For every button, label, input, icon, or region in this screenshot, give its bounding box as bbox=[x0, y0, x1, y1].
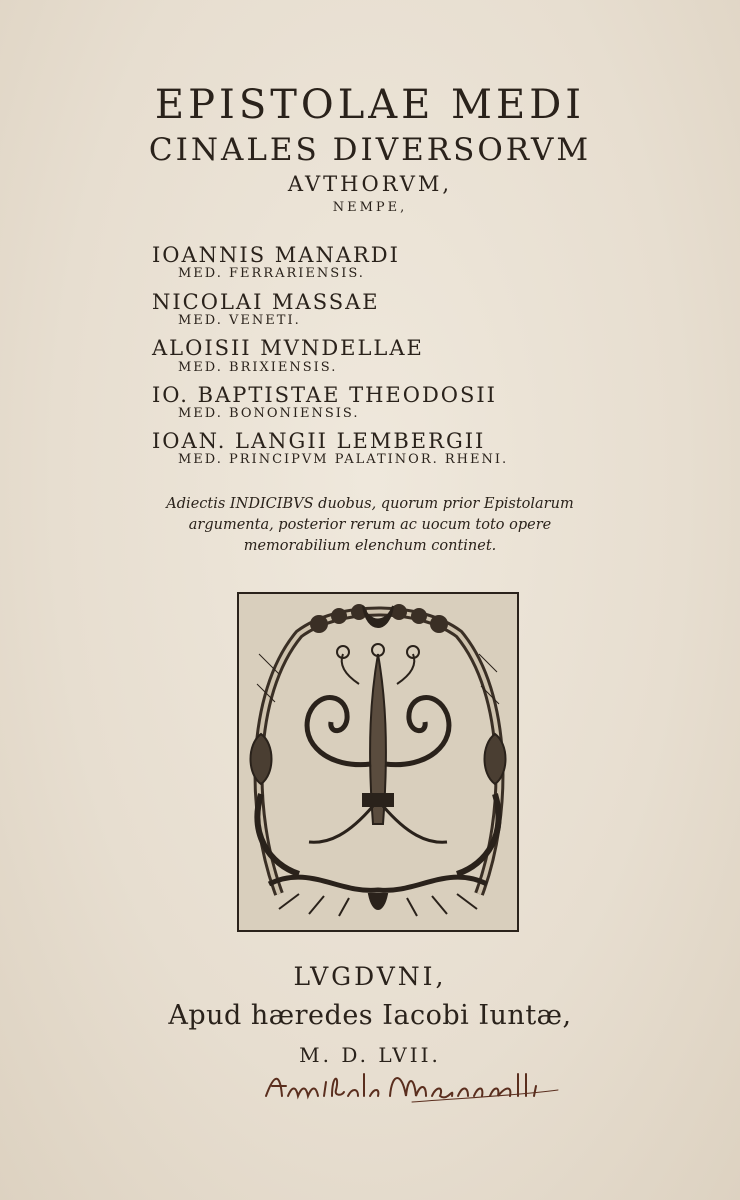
handwritten-inscription bbox=[262, 1066, 562, 1106]
additions-line-1: Adiectis INDICIBVS duobus, quorum prior Epistolarum bbox=[166, 496, 574, 512]
additions-line-2: argumenta, posterior rerum ac uocum toto opere bbox=[188, 517, 552, 533]
author-name: ALOISII MVNDELLAE bbox=[152, 336, 424, 360]
imprint-publisher: Apud hæredes Iacobi Iuntæ, bbox=[168, 1000, 572, 1031]
title-line-1: EPISTOLAE MEDI bbox=[154, 82, 586, 128]
title-line-3: AVTHORVM, bbox=[287, 172, 453, 196]
author-name: IO. BAPTISTAE THEODOSII bbox=[152, 383, 497, 407]
title-line-2: CINALES DIVERSORVM bbox=[148, 132, 592, 168]
imprint-year: M. D. LVII. bbox=[299, 1043, 441, 1067]
imprint-city: LVGDVNI, bbox=[293, 962, 447, 991]
additions-line-3: memorabilium elenchum continet. bbox=[243, 538, 497, 554]
printer-device-woodcut bbox=[237, 592, 519, 932]
author-affiliation: MED. BONONIENSIS. bbox=[178, 406, 360, 421]
title-line-4: NEMPE, bbox=[332, 200, 408, 215]
inscription-text bbox=[0, 0, 1, 1]
author-affiliation: MED. BRIXIENSIS. bbox=[178, 360, 338, 375]
author-name: IOANNIS MANARDI bbox=[152, 243, 400, 267]
fleur-de-lis-icon bbox=[239, 594, 517, 930]
author-affiliation: MED. PRINCIPVM PALATINOR. RHENI. bbox=[178, 452, 509, 467]
author-name: NICOLAI MASSAE bbox=[152, 290, 380, 314]
author-affiliation: MED. VENETI. bbox=[178, 313, 301, 328]
author-affiliation: MED. FERRARIENSIS. bbox=[178, 266, 365, 281]
author-name: IOAN. LANGII LEMBERGII bbox=[152, 429, 486, 453]
